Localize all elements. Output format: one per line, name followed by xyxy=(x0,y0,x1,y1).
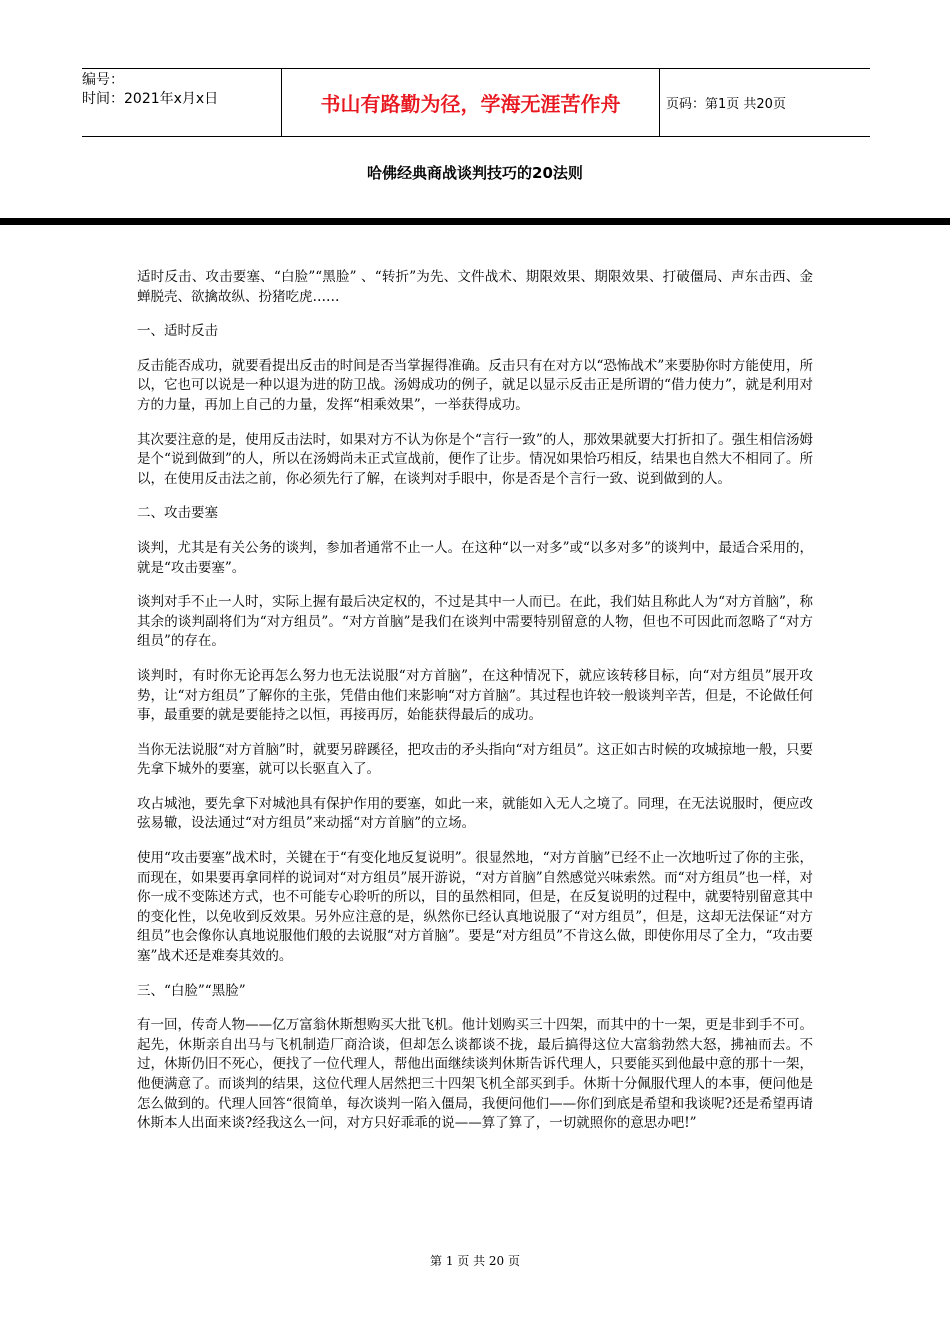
paragraph: 谈判时，有时你无论再怎么努力也无法说服“对方首脑”，在这种情况下，就应该转移目标，向“对方组员”展开攻势，让“对方组员”了解你的主张，凭借由他们来影响“对方首脑”。其过程也许较一般谈判辛苦，但是，不论做任何事，最重要的就是要能持之以恒，再接再厉，始能获得最后的成功。 xyxy=(137,667,813,724)
intro-paragraph: 适时反击、攻击要塞、“白脸”“黑脸” 、“转折”为先、文件战术、期限效果、期限效果、打破僵局、声东击西、金蝉脱壳、欲擒故纵、扮猪吃虎…… xyxy=(137,269,813,305)
header-page-info: 页码：第1页 共20页 xyxy=(666,97,786,112)
paragraph: 当你无法说服“对方首脑”时，就要另辟蹊径，把攻击的矛头指向“对方组员”。这正如古时候的攻城掠地一般，只要先拿下城外的要塞，就可以长驱直入了。 xyxy=(137,741,813,778)
document-title: 哈佛经典商战谈判技巧的20法则 xyxy=(367,164,583,182)
header-meta xyxy=(82,69,282,136)
paragraph: 谈判，尤其是有关公务的谈判，参加者通常不止一人。在这种“以一对多”或“以多对多”的谈判中，最适合采用的，就是“攻击要塞”。 xyxy=(137,539,813,576)
document-body xyxy=(137,268,813,1149)
section-heading: 一、适时反击 xyxy=(137,323,218,340)
paragraph: 反击能否成功，就要看提出反击的时间是否当掌握得准确。反击只有在对方以“恐怖战术”来要胁你时方能使用，所以，它也可以说是一种以退为进的防卫战。汤姆成功的例子，就足以显示反击正是所谓的“借力使力”，就是利用对方的力量，再加上自己的力量，发挥“相乘效果”，一举获得成功。 xyxy=(137,357,813,413)
title-rule xyxy=(0,218,950,225)
page-footer: 第 1 页 共 20 页 xyxy=(430,1254,520,1268)
paragraph: 使用“攻击要塞”战术时，关键在于“有变化地反复说明”。很显然地，“对方首脑”已经不止一次地听过了你的主张，而现在，如果要再拿同样的说词对“对方组员”展开游说，“对方首脑”自然感觉兴味索然。而“对方组员”也一样，对你一成不变陈述方式，也不可能专心聆听的所以，目的虽然相同，但是，在反复说明的过程中，就要特别留意其中的变化性，以免收到反效果。另外应注意的是，纵然你已经认真地说服了“对方组员”，但是，这却无法保证“对方组员”也会像你认真地说服他们般的去说服“对方首脑”。要是“对方组员”不肯这么做，即使你用尽了全力，“攻击要塞”战术还是难奏其效的。 xyxy=(137,850,813,965)
section-heading: 二、攻击要塞 xyxy=(137,505,218,522)
header-table xyxy=(82,68,870,137)
header-motto: 书山有路勤为径，学海无涯苦作舟 xyxy=(282,69,660,136)
paragraph: 谈判对手不止一人时，实际上握有最后决定权的，不过是其中一人而已。在此，我们姑且称此人为“对方首脑”，称其余的谈判副将们为“对方组员”。“对方首脑”是我们在谈判中需要特别留意的人物，但也不可因此而忽略了“对方组员”的存在。 xyxy=(137,594,813,650)
paragraph: 其次要注意的是，使用反击法时，如果对方不认为你是个“言行一致”的人，那效果就要大打折扣了。强生相信汤姆是个“说到做到”的人，所以在汤姆尚未正式宣战前，便作了让步。情况如果恰巧相反，结果也自然大不相同了。所以，在使用反击法之前，你必须先行了解，在谈判对手眼中，你是否是个言行一致、说到做到的人。 xyxy=(137,431,813,487)
time-label: 时间：2021年x月x日 xyxy=(82,91,219,107)
paragraph: 攻占城池，要先拿下对城池具有保护作用的要塞，如此一来，就能如入无人之境了。同理，在无法说服时，便应改弦易辙，设法通过“对方组员”来动摇“对方首脑”的立场。 xyxy=(137,795,813,832)
section-heading: 三、“白脸”“黑脸” xyxy=(137,982,246,999)
number-label: 编号： xyxy=(82,72,124,88)
paragraph: 有一回，传奇人物——亿万富翁休斯想购买大批飞机。他计划购买三十四架，而其中的十一架，更是非到手不可。起先，休斯亲自出马与飞机制造厂商洽谈，但却怎么谈都谈不拢，最后搞得这位大富翁勃然大怒，拂袖而去。不过，休斯仍旧不死心，便找了一位代理人，帮他出面继续谈判休斯告诉代理人，只要能买到他最中意的那十一架，他便满意了。而谈判的结果，这位代理人居然把三十四架飞机全部买到手。休斯十分佩服代理人的本事，便问他是怎么做到的。代理人回答“很简单，每次谈判一陷入僵局，我便问他们——你们到底是希望和我谈呢?还是希望再请休斯本人出面来谈?经我这么一问，对方只好乖乖的说——算了算了，一切就照你的意思办吧!” xyxy=(137,1017,813,1132)
